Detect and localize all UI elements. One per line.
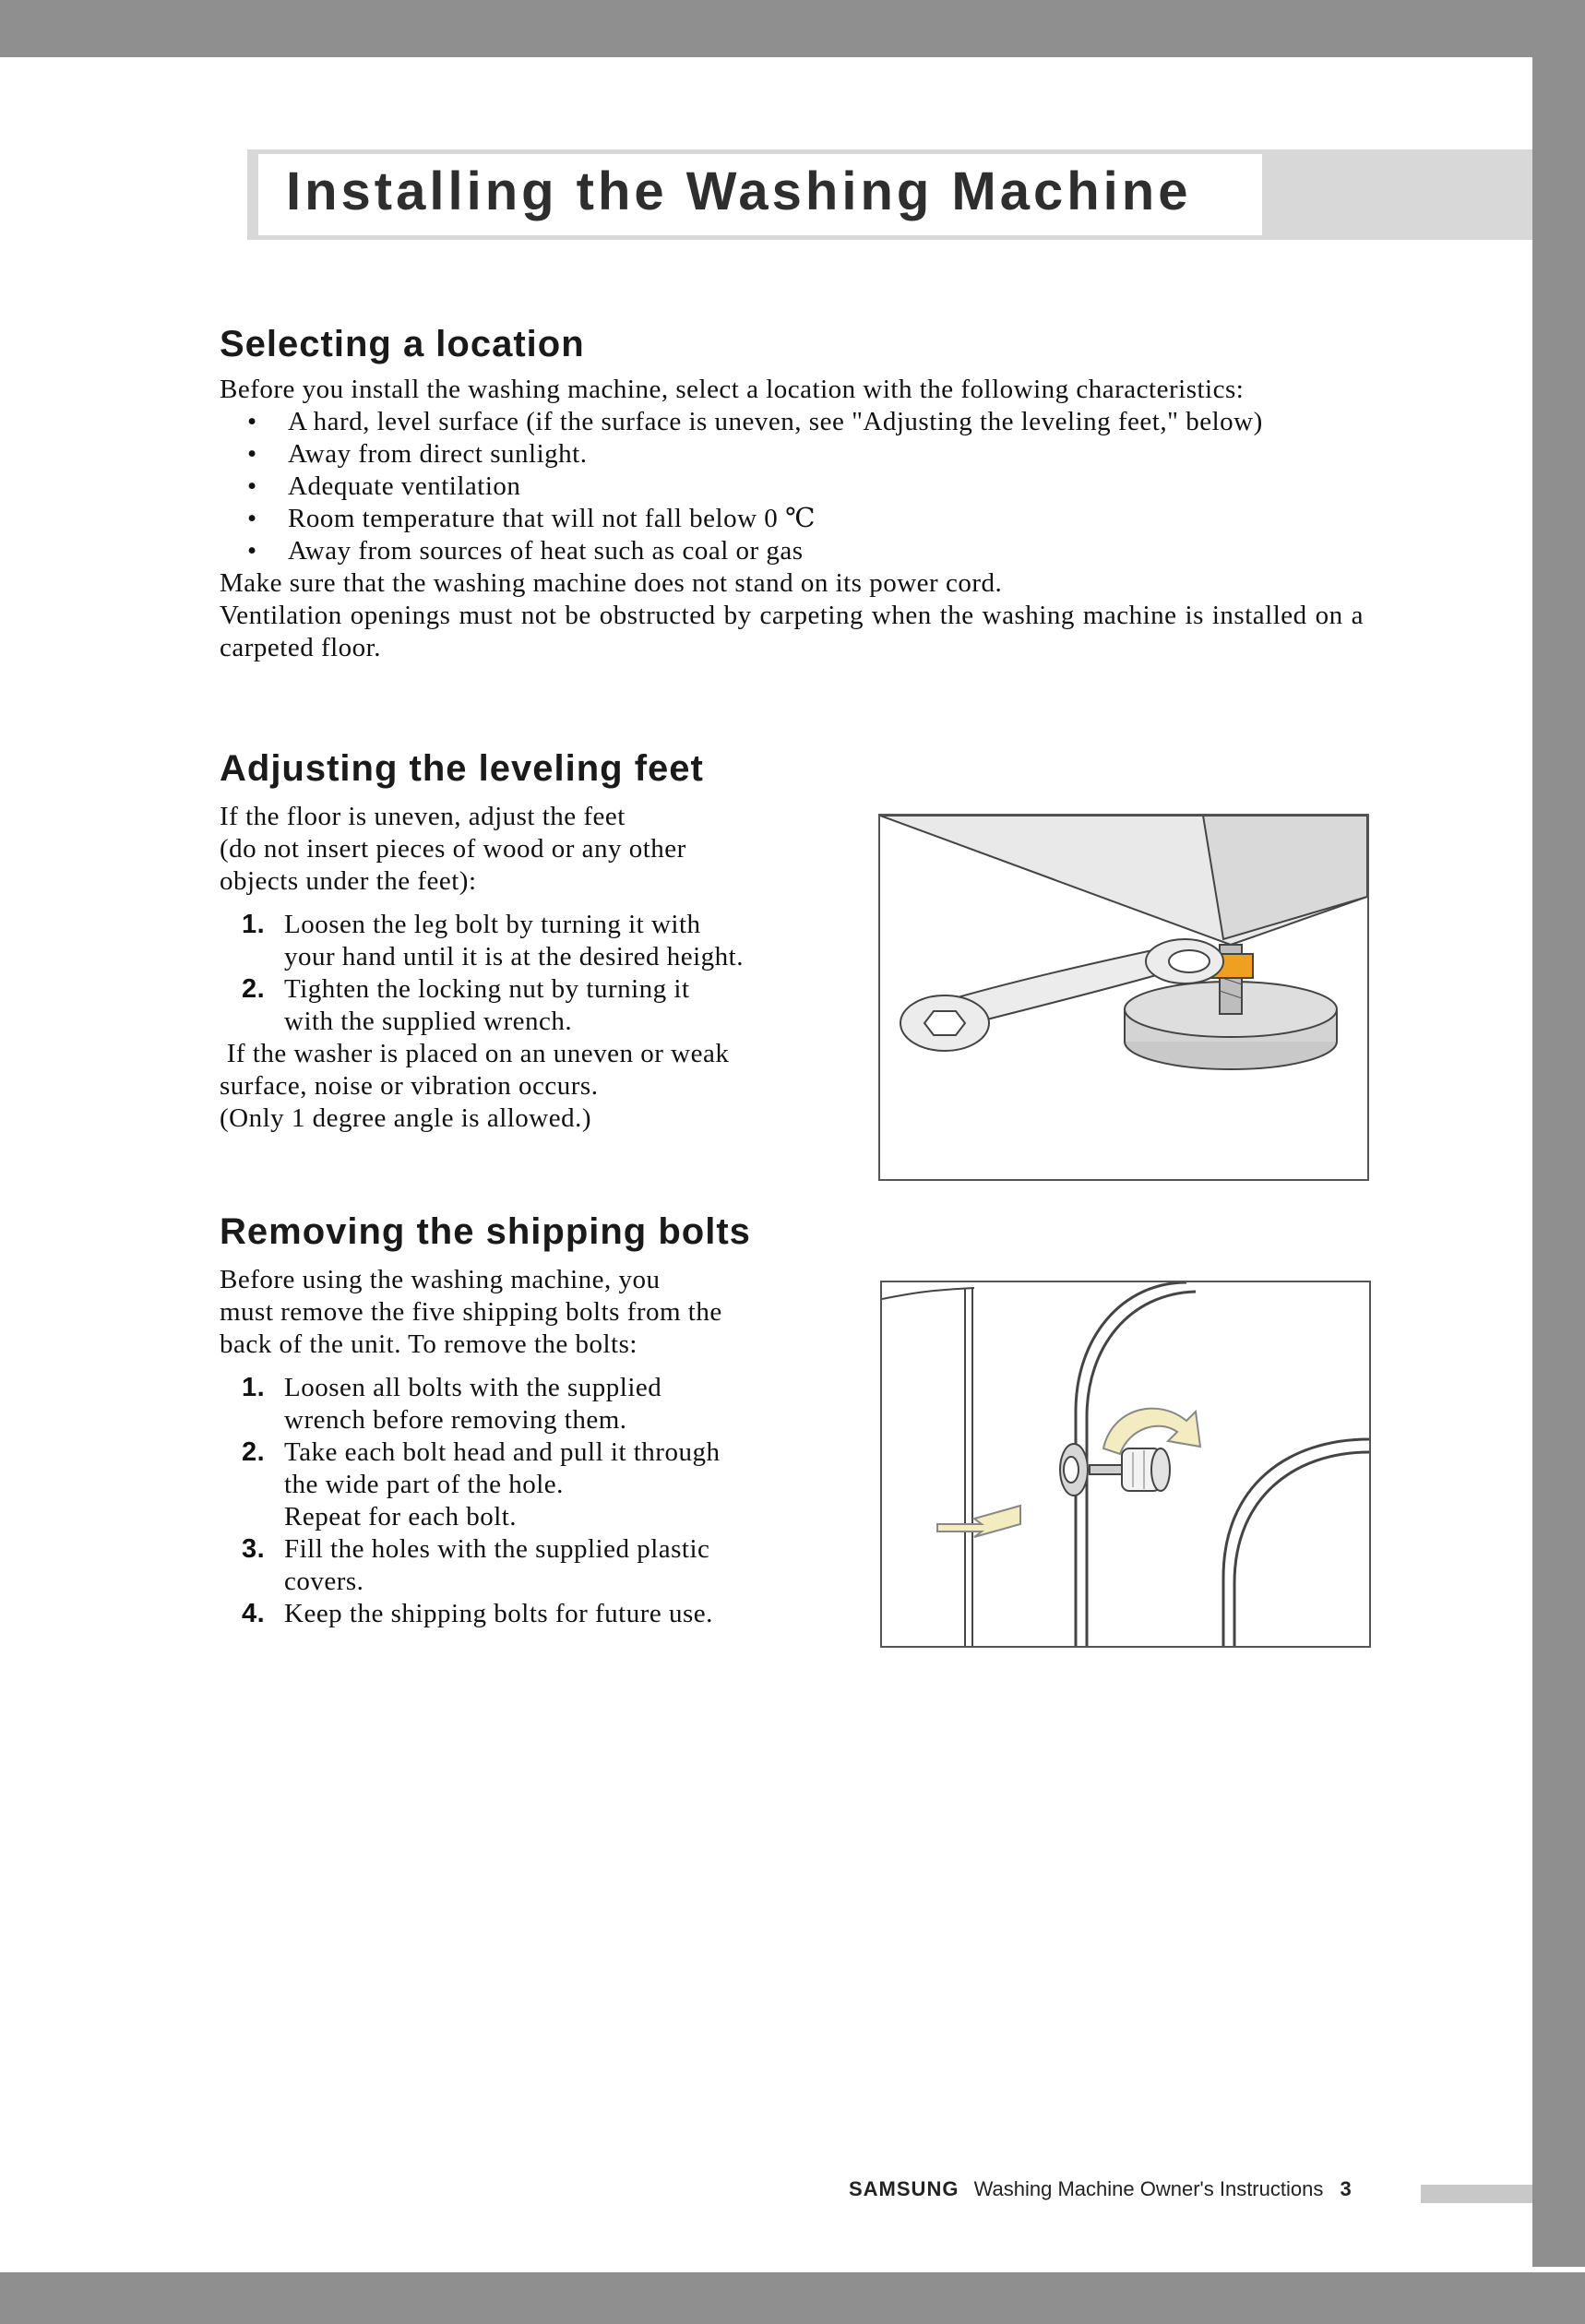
step-line: Keep the shipping bolts for future use.	[284, 1599, 713, 1628]
page-frame-top	[0, 0, 1585, 57]
location-note-power-cord: Make sure that the washing machine does not stand on its power cord.	[220, 568, 1003, 598]
list-item: • Away from direct sunlight.	[220, 438, 1364, 471]
section-location-body	[220, 374, 1364, 664]
footer-brand: SAMSUNG	[849, 2177, 959, 2200]
step-line: Loosen all bolts with the supplied	[284, 1373, 662, 1402]
footer-text: Washing Machine Owner's Instructions	[973, 2177, 1324, 2200]
location-intro: Before you install the washing machine, select a location with the following characteristics:	[220, 375, 1245, 404]
page-footer	[849, 2177, 1352, 2205]
leveling-intro-line: objects under the feet):	[220, 866, 477, 896]
leveling-intro-line: If the floor is uneven, adjust the feet	[220, 802, 626, 831]
step-number: 3.	[242, 1534, 266, 1564]
step-line: wrench before removing them.	[284, 1405, 627, 1435]
location-bullet-list	[220, 406, 1364, 567]
section-heading-leveling: Adjusting the leveling feet	[220, 748, 704, 789]
step-number: 4.	[242, 1599, 266, 1628]
page-title: Installing the Washing Machine	[286, 161, 1192, 221]
list-item	[220, 973, 847, 1038]
leveling-outro-line: (Only 1 degree angle is allowed.)	[220, 1103, 592, 1133]
leveling-outro-line: surface, noise or vibration occurs.	[220, 1071, 599, 1101]
step-line: Tighten the locking nut by turning it	[284, 974, 690, 1004]
section-shipping-body	[220, 1264, 847, 1630]
shipping-intro-line: back of the unit. To remove the bolts:	[220, 1329, 638, 1359]
leveling-steps	[220, 909, 847, 1038]
shipping-steps	[220, 1372, 847, 1630]
list-item: • A hard, level surface (if the surface is uneven, see "Adjusting the leveling feet," below)	[220, 406, 1364, 438]
list-item	[220, 1598, 847, 1630]
leveling-feet-illustration	[878, 814, 1369, 1181]
step-number: 2.	[242, 974, 266, 1004]
step-line: Repeat for each bolt.	[284, 1502, 518, 1531]
step-line: Take each bolt head and pull it through	[284, 1437, 721, 1467]
shipping-bolts-drawing	[882, 1282, 1369, 1646]
step-number: 2.	[242, 1437, 266, 1467]
list-item: • Away from sources of heat such as coal or gas	[220, 535, 1364, 567]
list-item	[220, 1533, 847, 1598]
section-heading-shipping: Removing the shipping bolts	[220, 1211, 751, 1252]
list-item	[220, 1372, 847, 1436]
step-line: with the supplied wrench.	[284, 1007, 573, 1036]
list-item	[220, 1436, 847, 1533]
step-number: 1.	[242, 1373, 266, 1402]
step-number: 1.	[242, 910, 266, 939]
shipping-bolts-illustration	[880, 1281, 1371, 1648]
step-line: your hand until it is at the desired height.	[284, 942, 744, 971]
shipping-intro-line: Before using the washing machine, you	[220, 1265, 661, 1294]
leveling-feet-drawing	[880, 816, 1367, 1179]
shipping-intro-line: must remove the five shipping bolts from the	[220, 1297, 722, 1327]
footer-bar	[1421, 2185, 1532, 2203]
list-item: • Adequate ventilation	[220, 471, 1364, 503]
section-heading-location: Selecting a location	[220, 324, 585, 364]
location-note-ventilation: Ventilation openings must not be obstructed by carpeting when the washing machine is installed on a carpeted floor.	[220, 601, 1364, 662]
section-leveling-body	[220, 801, 847, 1135]
leveling-intro-line: (do not insert pieces of wood or any other	[220, 834, 686, 864]
page-frame-bottom	[0, 2272, 1585, 2324]
step-line: Loosen the leg bolt by turning it with	[284, 910, 701, 939]
page-frame-right	[1532, 57, 1585, 2267]
step-line: the wide part of the hole.	[284, 1470, 564, 1499]
list-item	[220, 909, 847, 973]
leveling-outro-line: If the washer is placed on an uneven or weak	[220, 1039, 730, 1068]
page-number: 3	[1340, 2177, 1352, 2200]
step-line: covers.	[284, 1567, 364, 1596]
step-line: Fill the holes with the supplied plastic	[284, 1534, 710, 1564]
list-item: • Room temperature that will not fall below 0 ℃	[220, 503, 1364, 535]
